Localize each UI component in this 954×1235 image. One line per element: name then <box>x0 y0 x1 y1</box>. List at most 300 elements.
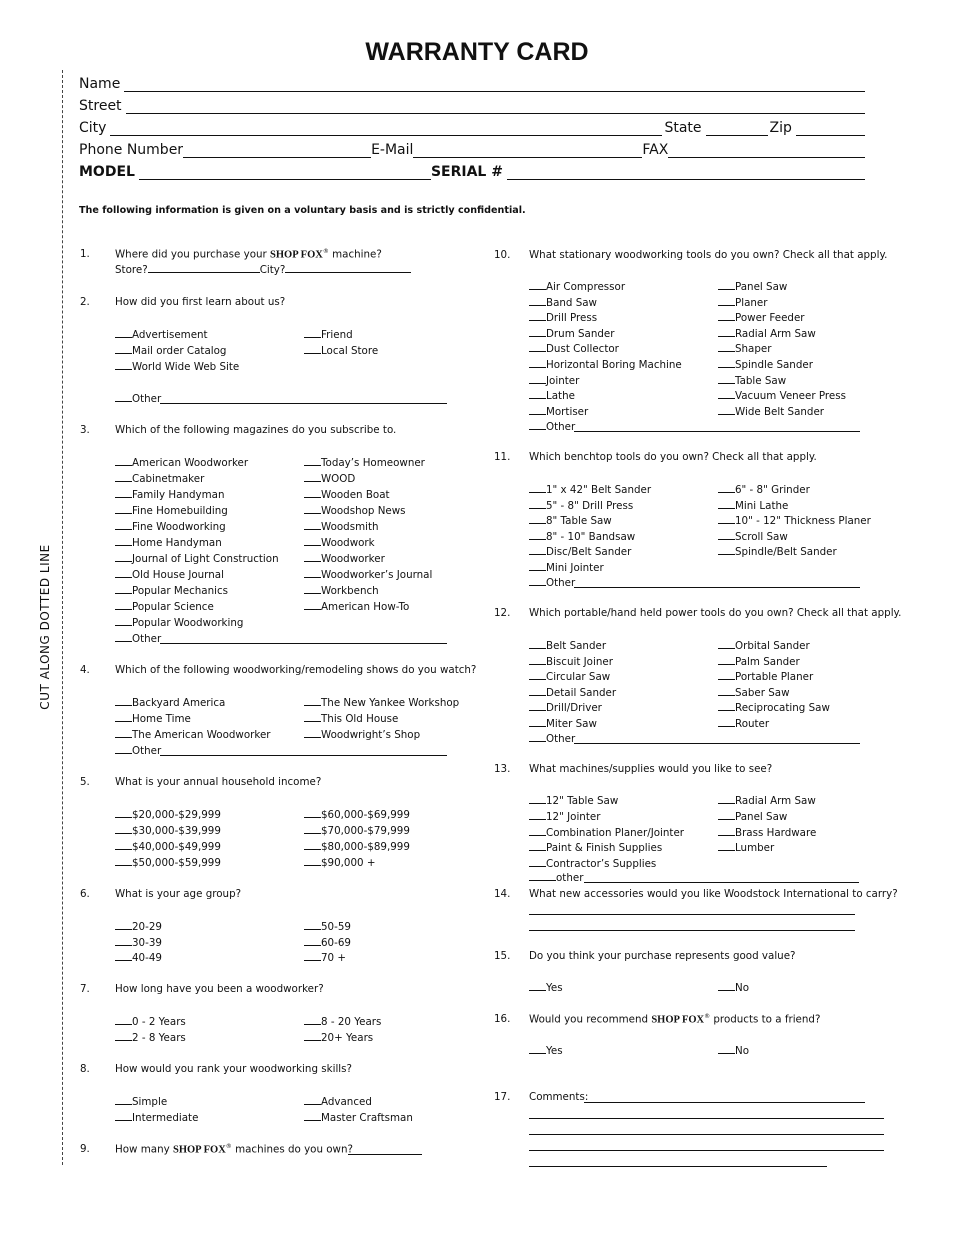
q7-opt-r-1[interactable] <box>304 1031 373 1044</box>
q17-line-5[interactable] <box>529 1165 827 1167</box>
q3-opt-r-1-checkbox[interactable] <box>304 472 321 482</box>
q10-opt-l-0-checkbox[interactable] <box>529 280 546 290</box>
q6-opt-r-1[interactable] <box>304 936 351 949</box>
q10-opt-l-3[interactable] <box>529 327 614 340</box>
q12-text: Which portable/hand held power tools do you own? Check all that apply. <box>529 607 902 619</box>
q13-opt-l-1-label: 12" Jointer <box>546 810 601 823</box>
q12-opt-r-4[interactable] <box>718 701 830 714</box>
q13-opt-l-3[interactable] <box>529 841 662 854</box>
q12-opt-r-5-checkbox[interactable] <box>718 717 735 727</box>
q3-opt-l-8-checkbox[interactable] <box>115 584 132 594</box>
q2-opt-l-1[interactable] <box>115 344 226 357</box>
q12-opt-l-3-label: Detail Sander <box>546 686 617 699</box>
q16-opt-l-0[interactable] <box>529 1044 563 1057</box>
q3-opt-r-8[interactable] <box>304 584 379 597</box>
q3-opt-l-4-label: Fine Woodworking <box>132 521 226 533</box>
q6-opt-l-2-checkbox[interactable] <box>115 951 132 961</box>
q10-opt-l-1[interactable] <box>529 296 597 309</box>
name-label: Name <box>79 76 121 92</box>
q3-opt-r-5[interactable] <box>304 536 375 549</box>
q10-opt-l-2[interactable] <box>529 311 597 324</box>
q3-opt-r-8-label: Workbench <box>321 585 379 597</box>
q6-opt-l-1-label: 30-39 <box>132 936 162 949</box>
q12-opt-r-3-checkbox[interactable] <box>718 686 735 696</box>
q6-opt-l-1[interactable] <box>115 936 162 949</box>
q3-opt-l-10-label: Popular Woodworking <box>132 617 244 629</box>
q3-opt-r-3[interactable] <box>304 504 406 517</box>
q10-opt-r-4-checkbox[interactable] <box>718 342 735 352</box>
q4-opt-r-0[interactable] <box>304 696 459 709</box>
q11-opt-l-5-checkbox[interactable] <box>529 561 546 571</box>
q4-opt-l-2[interactable] <box>115 728 271 741</box>
name-field[interactable] <box>124 77 865 92</box>
q5-opt-r-0-checkbox[interactable] <box>304 808 321 818</box>
q10-opt-r-2[interactable] <box>718 311 805 324</box>
q6-opt-l-2[interactable] <box>115 951 162 964</box>
q12-opt-l-5-checkbox[interactable] <box>529 717 546 727</box>
q11-opt-l-4[interactable] <box>529 545 631 558</box>
q10-opt-r-8[interactable] <box>718 405 824 418</box>
q8-opt-r-1-checkbox[interactable] <box>304 1111 321 1121</box>
q10-opt-l-6-label: Jointer <box>546 374 580 387</box>
q12-opt-r-3[interactable] <box>718 686 790 699</box>
q2-other-line[interactable] <box>160 402 447 404</box>
q14-line-1[interactable] <box>529 913 855 915</box>
q13-opt-r-2[interactable] <box>718 826 816 839</box>
city-field[interactable] <box>110 121 662 136</box>
q6-opt-l-1-checkbox[interactable] <box>115 936 132 946</box>
q10-opt-l-4-checkbox[interactable] <box>529 342 546 352</box>
q8-opt-l-1-checkbox[interactable] <box>115 1111 132 1121</box>
q4-other-checkbox[interactable] <box>115 744 132 754</box>
q13-opt-r-0[interactable] <box>718 794 816 807</box>
q13-opt-l-4-checkbox[interactable] <box>529 857 546 867</box>
q14-line-2[interactable] <box>529 929 855 931</box>
q10-opt-l-5[interactable] <box>529 358 682 371</box>
q4-other[interactable] <box>115 744 161 757</box>
q13-other-line[interactable] <box>584 881 859 883</box>
q2-opt-r-1-checkbox[interactable] <box>304 344 321 354</box>
q13-opt-l-2-checkbox[interactable] <box>529 826 546 836</box>
q5-opt-l-2[interactable] <box>115 840 221 853</box>
q3-opt-l-10[interactable] <box>115 616 243 629</box>
q17-line-4[interactable] <box>529 1149 884 1151</box>
q7-opt-l-0[interactable] <box>115 1015 186 1028</box>
q6-opt-l-0-label: 20-29 <box>132 921 162 933</box>
q11-other[interactable] <box>529 576 575 589</box>
q3-number: 3. <box>80 424 90 436</box>
q11-opt-l-3[interactable] <box>529 530 635 543</box>
q17-line-2[interactable] <box>529 1117 884 1119</box>
q2-opt-l-2[interactable] <box>115 360 239 373</box>
q12-opt-r-2[interactable] <box>718 670 813 683</box>
q13-opt-r-2-checkbox[interactable] <box>718 826 735 836</box>
q11-opt-r-0[interactable] <box>718 483 810 496</box>
q10-opt-l-6[interactable] <box>529 374 579 387</box>
q6-opt-r-2[interactable] <box>304 951 346 964</box>
q10-opt-r-5[interactable] <box>718 358 813 371</box>
q13-opt-l-3-checkbox[interactable] <box>529 841 546 851</box>
q17-line-1[interactable] <box>584 1101 865 1103</box>
q13-other-checkbox[interactable] <box>529 871 556 881</box>
q3-opt-l-8[interactable] <box>115 584 228 597</box>
q7-opt-r-1-checkbox[interactable] <box>304 1031 321 1041</box>
q3-opt-l-3-checkbox[interactable] <box>115 504 132 514</box>
q4-opt-r-1[interactable] <box>304 712 398 725</box>
q2-opt-r-1[interactable] <box>304 344 378 357</box>
q3-opt-r-1[interactable] <box>304 472 355 485</box>
q1-city-field[interactable] <box>285 263 411 273</box>
q2-opt-l-0-checkbox[interactable] <box>115 328 132 338</box>
q11-opt-l-1[interactable] <box>529 499 633 512</box>
q12-opt-r-0-checkbox[interactable] <box>718 639 735 649</box>
q3-opt-l-8-label: Popular Mechanics <box>132 585 229 597</box>
q10-opt-r-6-checkbox[interactable] <box>718 374 735 384</box>
q3-opt-r-2[interactable] <box>304 488 390 501</box>
q10-opt-l-8[interactable] <box>529 405 588 418</box>
q3-opt-l-10-checkbox[interactable] <box>115 616 132 626</box>
q5-opt-l-3-checkbox[interactable] <box>115 856 132 866</box>
q3-opt-r-6-checkbox[interactable] <box>304 552 321 562</box>
q11-opt-l-3-checkbox[interactable] <box>529 530 546 540</box>
q10-opt-l-4[interactable] <box>529 342 619 355</box>
q12-other[interactable] <box>529 732 575 745</box>
q5-opt-r-3[interactable] <box>304 856 375 869</box>
q4-opt-l-2-label: The American Woodworker <box>132 729 271 741</box>
q16-opt-r-0[interactable] <box>718 1044 749 1057</box>
q4-opt-r-0-checkbox[interactable] <box>304 696 321 706</box>
q13-opt-l-0[interactable] <box>529 794 618 807</box>
q7-opt-r-0-checkbox[interactable] <box>304 1015 321 1025</box>
q12-opt-l-3[interactable] <box>529 686 616 699</box>
q13-opt-l-1-checkbox[interactable] <box>529 810 546 820</box>
q12-opt-l-1[interactable] <box>529 655 613 668</box>
q11-number: 11. <box>494 451 511 463</box>
q12-opt-l-4-label: Drill/Driver <box>546 702 602 715</box>
q1-store-field[interactable] <box>148 263 260 273</box>
q8-text: How would you rank your woodworking skills? <box>115 1063 352 1075</box>
contact-row <box>79 138 865 158</box>
q12-other-checkbox[interactable] <box>529 732 546 742</box>
q5-opt-l-1-checkbox[interactable] <box>115 824 132 834</box>
q11-opt-l-0[interactable] <box>529 483 651 496</box>
q11-other-checkbox[interactable] <box>529 576 546 586</box>
q13-text: What machines/supplies would you like to see? <box>529 763 773 775</box>
q5-opt-r-2[interactable] <box>304 840 410 853</box>
serial-field[interactable] <box>507 165 865 180</box>
q2-other[interactable] <box>115 392 161 405</box>
q11-opt-r-1[interactable] <box>718 499 788 512</box>
q5-opt-r-0[interactable] <box>304 808 410 821</box>
q2-opt-r-0[interactable] <box>304 328 353 341</box>
q13-opt-l-1[interactable] <box>529 810 600 823</box>
q4-opt-r-1-label: This Old House <box>321 713 399 725</box>
q12-opt-r-1-checkbox[interactable] <box>718 655 735 665</box>
email-field[interactable] <box>413 143 642 158</box>
q11-opt-l-4-checkbox[interactable] <box>529 545 546 555</box>
q16-opt-l-0-checkbox[interactable] <box>529 1044 546 1054</box>
q5-opt-r-1-checkbox[interactable] <box>304 824 321 834</box>
q3-opt-l-4[interactable] <box>115 520 226 533</box>
q7-opt-l-1[interactable] <box>115 1031 186 1044</box>
q11-opt-r-0-checkbox[interactable] <box>718 483 735 493</box>
q12-opt-r-0[interactable] <box>718 639 810 652</box>
q11-opt-l-5[interactable] <box>529 561 604 574</box>
state-label: State <box>664 120 702 136</box>
q5-opt-r-2-checkbox[interactable] <box>304 840 321 850</box>
q10-opt-r-4[interactable] <box>718 342 771 355</box>
q10-opt-r-5-checkbox[interactable] <box>718 358 735 368</box>
q8-opt-r-0-checkbox[interactable] <box>304 1095 321 1105</box>
q13-other[interactable] <box>529 871 583 884</box>
q11-opt-r-1-checkbox[interactable] <box>718 499 735 509</box>
q2-opt-r-0-checkbox[interactable] <box>304 328 321 338</box>
q10-other-line[interactable] <box>574 430 860 432</box>
q6-opt-r-1-label: 60-69 <box>321 936 351 949</box>
q3-opt-l-6-checkbox[interactable] <box>115 552 132 562</box>
q10-opt-r-1-checkbox[interactable] <box>718 296 735 306</box>
q12-other-line[interactable] <box>574 742 860 744</box>
q12-opt-l-0-label: Belt Sander <box>546 640 607 652</box>
q9-count-field[interactable] <box>348 1153 422 1155</box>
q11-opt-r-3-checkbox[interactable] <box>718 530 735 540</box>
q8-opt-r-1[interactable] <box>304 1111 413 1124</box>
q10-opt-r-8-checkbox[interactable] <box>718 405 735 415</box>
fax-field[interactable] <box>668 143 865 158</box>
q3-opt-l-0[interactable] <box>115 456 248 469</box>
q8-opt-l-0[interactable] <box>115 1095 167 1108</box>
phone-field[interactable] <box>183 143 371 158</box>
q11-opt-r-2[interactable] <box>718 514 871 527</box>
q3-opt-l-2[interactable] <box>115 488 224 501</box>
q3-opt-r-9-checkbox[interactable] <box>304 600 321 610</box>
q3-opt-l-9-checkbox[interactable] <box>115 600 132 610</box>
q10-opt-l-5-checkbox[interactable] <box>529 358 546 368</box>
q10-other[interactable] <box>529 420 575 433</box>
q12-opt-l-4[interactable] <box>529 701 602 714</box>
q10-opt-l-1-checkbox[interactable] <box>529 296 546 306</box>
q3-opt-r-8-checkbox[interactable] <box>304 584 321 594</box>
q6-opt-r-1-checkbox[interactable] <box>304 936 321 946</box>
q6-opt-l-0[interactable] <box>115 920 162 933</box>
q12-opt-l-2-checkbox[interactable] <box>529 670 546 680</box>
q10-opt-r-2-label: Power Feeder <box>735 312 805 325</box>
q12-opt-l-0[interactable] <box>529 639 606 652</box>
q3-opt-l-0-checkbox[interactable] <box>115 456 132 466</box>
q6-opt-l-2-label: 40-49 <box>132 952 162 965</box>
q3-opt-l-2-checkbox[interactable] <box>115 488 132 498</box>
q3-opt-l-7-checkbox[interactable] <box>115 568 132 578</box>
q4-opt-r-2[interactable] <box>304 728 420 741</box>
q3-other-line[interactable] <box>160 642 447 644</box>
q11-opt-l-1-checkbox[interactable] <box>529 499 546 509</box>
q3-opt-r-1-label: WOOD <box>321 473 356 485</box>
q6-opt-r-2-checkbox[interactable] <box>304 951 321 961</box>
q10-opt-r-0-checkbox[interactable] <box>718 280 735 290</box>
q4-opt-l-0-checkbox[interactable] <box>115 696 132 706</box>
q4-opt-l-2-checkbox[interactable] <box>115 728 132 738</box>
q3-opt-r-4[interactable] <box>304 520 379 533</box>
q3-opt-l-5[interactable] <box>115 536 222 549</box>
q10-opt-r-2-checkbox[interactable] <box>718 311 735 321</box>
q17-line-3[interactable] <box>529 1133 884 1135</box>
q5-opt-r-3-checkbox[interactable] <box>304 856 321 866</box>
q10-opt-r-1[interactable] <box>718 296 767 309</box>
q10-opt-l-0[interactable] <box>529 280 625 293</box>
q8-number: 8. <box>80 1063 90 1075</box>
q13-opt-r-3[interactable] <box>718 841 774 854</box>
q13-opt-l-0-checkbox[interactable] <box>529 794 546 804</box>
q10-opt-l-6-checkbox[interactable] <box>529 374 546 384</box>
q7-opt-r-0[interactable] <box>304 1015 381 1028</box>
street-field[interactable] <box>126 99 865 114</box>
q13-opt-l-4[interactable] <box>529 857 656 870</box>
q3-opt-r-6[interactable] <box>304 552 385 565</box>
q13-opt-r-1-checkbox[interactable] <box>718 810 735 820</box>
q12-opt-r-1[interactable] <box>718 655 800 668</box>
q4-opt-r-2-checkbox[interactable] <box>304 728 321 738</box>
q3-other[interactable] <box>115 632 161 645</box>
q16-opt-r-0-checkbox[interactable] <box>718 1044 735 1054</box>
q3-other-checkbox[interactable] <box>115 632 132 642</box>
q11-opt-l-2-label: 8" Table Saw <box>546 515 612 528</box>
q11-opt-r-2-checkbox[interactable] <box>718 514 735 524</box>
q3-opt-r-7-checkbox[interactable] <box>304 568 321 578</box>
q3-opt-r-3-checkbox[interactable] <box>304 504 321 514</box>
q12-opt-l-1-checkbox[interactable] <box>529 655 546 665</box>
q12-opt-l-2[interactable] <box>529 670 610 683</box>
q3-opt-l-9[interactable] <box>115 600 214 613</box>
q3-opt-l-6[interactable] <box>115 552 279 565</box>
q5-opt-l-2-checkbox[interactable] <box>115 840 132 850</box>
brand-shop-fox: SHOP FOX <box>651 1014 705 1026</box>
q4-opt-l-0[interactable] <box>115 696 225 709</box>
q3-opt-r-7[interactable] <box>304 568 432 581</box>
q3-opt-r-4-checkbox[interactable] <box>304 520 321 530</box>
q10-opt-r-3-checkbox[interactable] <box>718 327 735 337</box>
q1-number: 1. <box>80 248 90 260</box>
q10-opt-l-8-checkbox[interactable] <box>529 405 546 415</box>
q2-other-checkbox[interactable] <box>115 392 132 402</box>
q12-opt-l-4-checkbox[interactable] <box>529 701 546 711</box>
q12-opt-l-0-checkbox[interactable] <box>529 639 546 649</box>
q11-opt-r-3-label: Scroll Saw <box>735 530 788 543</box>
q10-other-checkbox[interactable] <box>529 420 546 430</box>
q11-opt-r-4[interactable] <box>718 545 837 558</box>
q10-opt-l-2-checkbox[interactable] <box>529 311 546 321</box>
q4-other-line[interactable] <box>160 754 447 756</box>
q5-opt-l-3[interactable] <box>115 856 221 869</box>
q10-opt-r-0[interactable] <box>718 280 787 293</box>
q13-opt-r-1[interactable] <box>718 810 787 823</box>
brand-shop-fox: SHOP FOX <box>270 249 323 261</box>
q8-opt-l-1[interactable] <box>115 1111 198 1124</box>
q15-opt-r-0[interactable] <box>718 981 749 994</box>
q12-opt-l-5[interactable] <box>529 717 597 730</box>
q10-opt-r-6-label: Table Saw <box>735 374 787 387</box>
q10-opt-r-7-checkbox[interactable] <box>718 389 735 399</box>
state-field[interactable] <box>706 121 768 136</box>
q11-opt-l-5-label: Mini Jointer <box>546 562 604 574</box>
model-field[interactable] <box>139 165 431 180</box>
q7-opt-l-0-checkbox[interactable] <box>115 1015 132 1025</box>
q10-opt-r-7[interactable] <box>718 389 846 402</box>
q3-opt-l-1[interactable] <box>115 472 204 485</box>
q3-opt-r-2-checkbox[interactable] <box>304 488 321 498</box>
q4-opt-l-1[interactable] <box>115 712 191 725</box>
q2-opt-l-1-checkbox[interactable] <box>115 344 132 354</box>
q3-opt-l-5-checkbox[interactable] <box>115 536 132 546</box>
q8-opt-l-0-checkbox[interactable] <box>115 1095 132 1105</box>
q12-other-label: Other <box>546 733 576 745</box>
q13-opt-r-0-checkbox[interactable] <box>718 794 735 804</box>
q5-opt-l-0[interactable] <box>115 808 221 821</box>
q11-opt-l-2[interactable] <box>529 514 612 527</box>
q3-opt-l-4-checkbox[interactable] <box>115 520 132 530</box>
q4-opt-l-1-checkbox[interactable] <box>115 712 132 722</box>
q3-other-label: Other <box>132 633 162 645</box>
q3-opt-r-0-checkbox[interactable] <box>304 456 321 466</box>
q5-opt-r-1[interactable] <box>304 824 410 837</box>
q2-opt-l-2-checkbox[interactable] <box>115 360 132 370</box>
q12-opt-r-2-checkbox[interactable] <box>718 670 735 680</box>
q10-opt-l-3-checkbox[interactable] <box>529 327 546 337</box>
q10-opt-l-7-checkbox[interactable] <box>529 389 546 399</box>
city-label: City <box>79 120 107 136</box>
q10-opt-l-7[interactable] <box>529 389 575 402</box>
q10-opt-r-3[interactable] <box>718 327 816 340</box>
q11-opt-l-2-checkbox[interactable] <box>529 514 546 524</box>
q3-opt-l-1-checkbox[interactable] <box>115 472 132 482</box>
q5-opt-l-2-label: $40,000-$49,999 <box>132 841 221 853</box>
q5-opt-l-0-checkbox[interactable] <box>115 808 132 818</box>
q7-opt-l-1-checkbox[interactable] <box>115 1031 132 1041</box>
q2-opt-l-2-label: World Wide Web Site <box>132 361 240 373</box>
q11-opt-l-0-checkbox[interactable] <box>529 483 546 493</box>
q6-opt-r-0-checkbox[interactable] <box>304 920 321 930</box>
q12-opt-l-3-checkbox[interactable] <box>529 686 546 696</box>
q4-opt-r-1-checkbox[interactable] <box>304 712 321 722</box>
q6-opt-l-0-checkbox[interactable] <box>115 920 132 930</box>
q6-number: 6. <box>80 888 90 900</box>
q11-opt-r-1-label: Mini Lathe <box>735 499 789 512</box>
q3-opt-r-2-label: Wooden Boat <box>321 489 390 501</box>
q10-opt-r-6[interactable] <box>718 374 786 387</box>
q12-opt-r-5[interactable] <box>718 717 769 730</box>
q11-opt-r-4-checkbox[interactable] <box>718 545 735 555</box>
q9-number: 9. <box>80 1143 90 1155</box>
q15-opt-l-0-checkbox[interactable] <box>529 981 546 991</box>
q11-other-line[interactable] <box>574 586 860 588</box>
q3-opt-l-7[interactable] <box>115 568 224 581</box>
q11-opt-r-3[interactable] <box>718 530 788 543</box>
q5-opt-l-1[interactable] <box>115 824 221 837</box>
q3-opt-r-9[interactable] <box>304 600 409 613</box>
q13-opt-r-3-checkbox[interactable] <box>718 841 735 851</box>
q3-opt-r-5-checkbox[interactable] <box>304 536 321 546</box>
q13-opt-l-2[interactable] <box>529 826 684 839</box>
q2-opt-l-0[interactable] <box>115 328 208 341</box>
zip-field[interactable] <box>796 121 865 136</box>
q3-opt-l-3[interactable] <box>115 504 228 517</box>
q15-opt-l-0[interactable] <box>529 981 563 994</box>
q8-opt-r-0[interactable] <box>304 1095 372 1108</box>
q1-store-label: Store? <box>115 264 148 276</box>
q6-opt-r-0[interactable] <box>304 920 351 933</box>
q3-opt-r-0[interactable] <box>304 456 425 469</box>
q15-opt-r-0-checkbox[interactable] <box>718 981 735 991</box>
q12-opt-r-4-checkbox[interactable] <box>718 701 735 711</box>
